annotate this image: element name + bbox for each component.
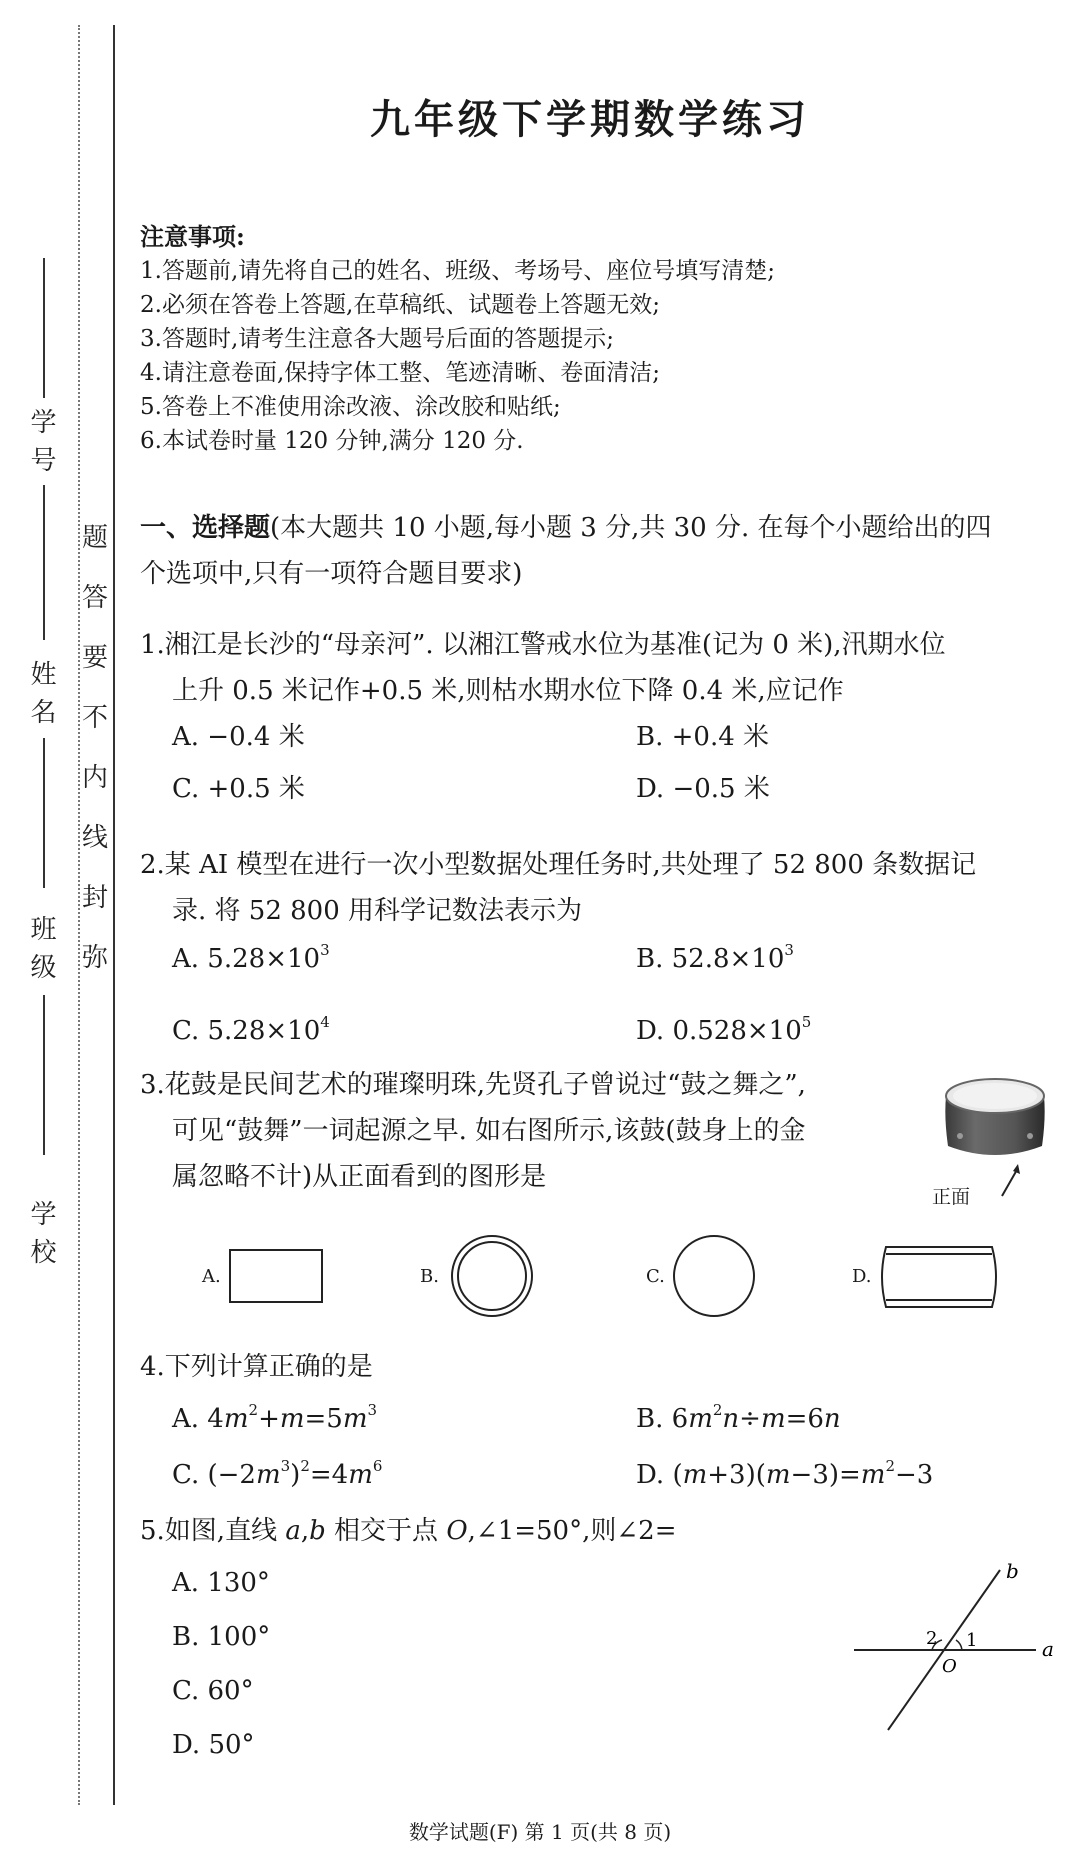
question-1 xyxy=(140,622,1060,714)
q1-option-d[interactable]: D. −0.5 米 xyxy=(636,774,770,804)
blank-name[interactable] xyxy=(43,738,45,888)
seal-char: 弥 xyxy=(81,943,108,973)
q1-option-a[interactable]: A. −0.4 米 xyxy=(172,722,305,752)
q3-option-d-drum-shape[interactable] xyxy=(880,1244,998,1310)
label-angle-1: 1 xyxy=(966,1630,978,1651)
q5-option-a[interactable]: A. 130° xyxy=(172,1568,270,1598)
question-5: 5.如图,直线 a,b 相交于点 O,∠1=50°,则∠2= xyxy=(140,1516,677,1546)
drum-photo xyxy=(940,1068,1050,1198)
blank-student-number[interactable] xyxy=(43,258,45,398)
field-class: 班级 xyxy=(26,915,56,991)
q2-stem-line2: 录. 将 52 800 用科学记数法表示为 xyxy=(172,896,583,926)
seal-char: 不 xyxy=(81,703,108,733)
front-label: 正面 xyxy=(932,1186,971,1208)
seal-char: 答 xyxy=(81,583,108,613)
q4-option-b[interactable]: B. $6m^2n\div m=6n$ xyxy=(636,1401,841,1434)
q4-option-c[interactable]: C. $(-2m^3)^2=4m^6$ xyxy=(172,1457,383,1490)
section-title: 一、选择题 xyxy=(140,513,271,543)
seal-char: 题 xyxy=(81,523,108,553)
q3-option-a-label[interactable]: A. xyxy=(202,1266,221,1287)
q3-option-a-rectangle[interactable] xyxy=(228,1248,324,1304)
q3-stem-line2: 可见“鼓舞”一词起源之早. 如右图所示,该鼓(鼓身上的金 xyxy=(172,1116,806,1146)
seal-char: 封 xyxy=(81,883,108,913)
section-desc: (本大题共 10 小题,每小题 3 分,共 30 分. 在每个小题给出的四 xyxy=(270,513,992,543)
label-a: a xyxy=(1042,1637,1054,1661)
q2-option-d[interactable]: D. $0.528\times 10^5$ xyxy=(636,1013,812,1046)
q1-stem-line1: 1.湘江是长沙的“母亲河”. 以湘江警戒水位为基准(记为 0 米),汛期水位 xyxy=(140,630,946,660)
q3-stem-line3: 属忽略不计)从正面看到的图形是 xyxy=(172,1162,547,1192)
q1-stem-line2: 上升 0.5 米记作+0.5 米,则枯水期水位下降 0.4 米,应记作 xyxy=(172,676,844,706)
notes-heading: 注意事项: xyxy=(140,222,245,251)
notes-item: 1.答题前,请先将自己的姓名、班级、考场号、座位号填写清楚; xyxy=(140,258,776,284)
field-name: 姓名 xyxy=(26,660,56,736)
q5-option-c[interactable]: C. 60° xyxy=(172,1676,254,1706)
question-4: 4.下列计算正确的是 xyxy=(140,1352,373,1382)
q3-option-c-label[interactable]: C. xyxy=(646,1266,665,1287)
q2-option-b[interactable]: B. $52.8\times 10^3$ xyxy=(636,941,794,974)
seal-char: 要 xyxy=(81,643,108,673)
angle-1-arc xyxy=(956,1640,962,1650)
q2-stem-line1: 2.某 AI 模型在进行一次小型数据处理任务时,共处理了 52 800 条数据记 xyxy=(140,850,977,880)
q1-option-b[interactable]: B. +0.4 米 xyxy=(636,722,770,752)
q4-option-a[interactable]: A. $4m^2+m=5m^3$ xyxy=(172,1401,378,1434)
q3-option-c-circle[interactable] xyxy=(672,1234,756,1318)
field-school: 学校 xyxy=(26,1200,56,1276)
q2-option-a[interactable]: A. $5.28\times 10^3$ xyxy=(172,941,330,974)
intersecting-lines-figure xyxy=(850,1560,1060,1740)
q2-option-c[interactable]: C. $5.28\times 10^4$ xyxy=(172,1013,330,1046)
notes-item: 2.必须在答卷上答题,在草稿纸、试题卷上答题无效; xyxy=(140,292,661,318)
notes-item: 6.本试卷时量 120 分钟,满分 120 分. xyxy=(140,428,524,454)
q3-stem-line1: 3.花鼓是民间艺术的璀璨明珠,先贤孔子曾说过“鼓之舞之”, xyxy=(140,1070,806,1100)
page-title: 九年级下学期数学练习 xyxy=(370,96,810,143)
question-2 xyxy=(140,842,1060,934)
page-footer: 数学试题(F) 第 1 页(共 8 页) xyxy=(408,1820,672,1844)
section-desc-line2: 个选项中,只有一项符合题目要求) xyxy=(140,559,523,589)
notes-item: 3.答题时,请考生注意各大题号后面的答题提示; xyxy=(140,326,615,352)
q4-option-d[interactable]: D. $(m+3)(m-3)=m^2-3$ xyxy=(636,1457,934,1490)
q3-option-b-label[interactable]: B. xyxy=(420,1266,439,1287)
q3-option-d-label[interactable]: D. xyxy=(852,1266,872,1287)
q5-option-b[interactable]: B. 100° xyxy=(172,1622,271,1652)
notes-item: 5.答卷上不准使用涂改液、涂改胶和贴纸; xyxy=(140,394,561,420)
blank-class[interactable] xyxy=(43,995,45,1155)
q1-option-c[interactable]: C. +0.5 米 xyxy=(172,774,305,804)
field-student-number: 学号 xyxy=(26,408,56,484)
notes-item: 4.请注意卷面,保持字体工整、笔迹清晰、卷面清洁; xyxy=(140,360,661,386)
q5-option-d[interactable]: D. 50° xyxy=(172,1730,255,1760)
margin-solid-line xyxy=(113,25,115,1805)
blank-student-number-lower[interactable] xyxy=(43,485,45,640)
label-o: O xyxy=(942,1656,957,1677)
seal-char: 线 xyxy=(81,823,108,853)
section-heading xyxy=(140,505,1060,597)
seal-char: 内 xyxy=(81,763,108,793)
notes-block xyxy=(140,220,775,458)
question-3 xyxy=(140,1062,920,1200)
label-b: b xyxy=(1006,1560,1019,1583)
label-angle-2: 2 xyxy=(926,1628,938,1649)
q3-option-b-double-circle[interactable] xyxy=(450,1234,534,1318)
